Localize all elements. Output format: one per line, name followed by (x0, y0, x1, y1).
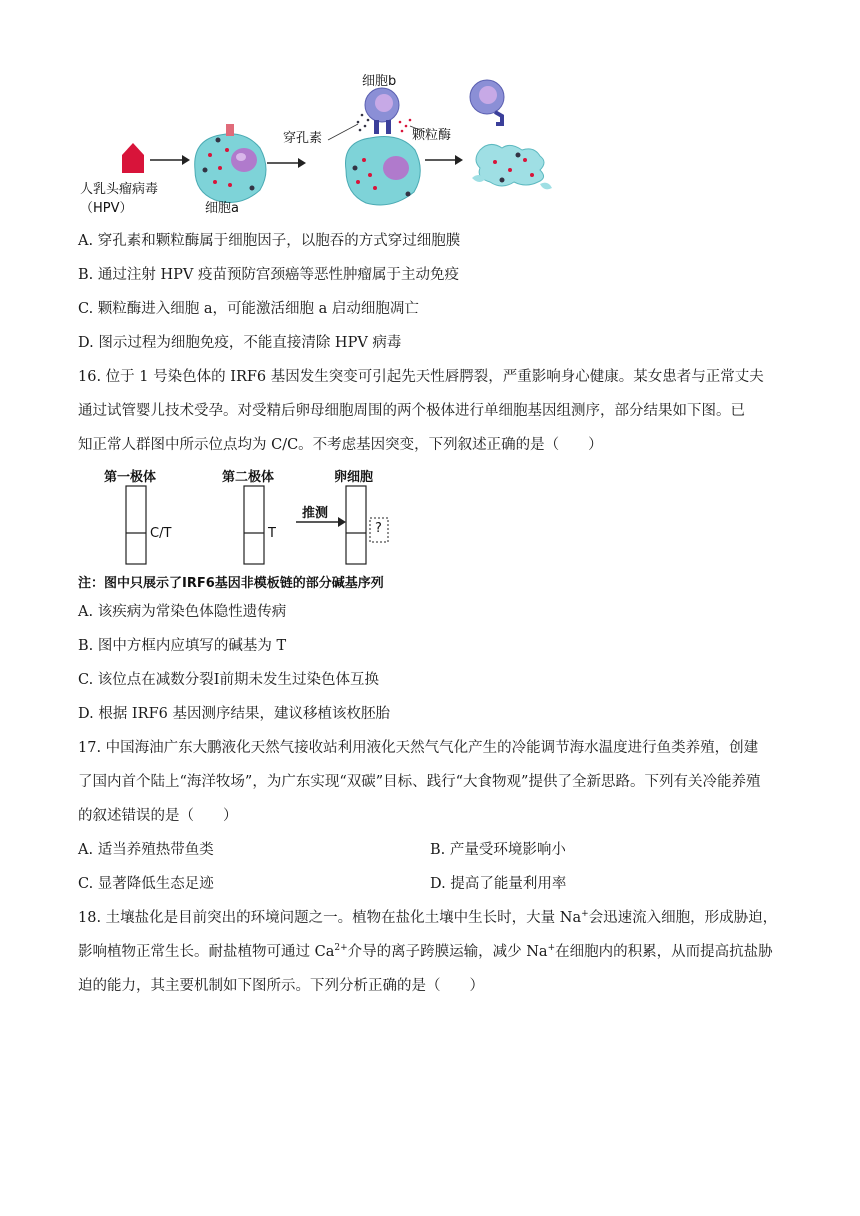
q17-stem-line-1: 17. 中国海油广东大鹏液化天然气接收站利用液化天然气气化产生的冷能调节海水温度进行鱼类养殖，创建 (78, 740, 759, 756)
q16-option-b: B. 图中方框内应填写的碱基为 T (78, 638, 287, 654)
q17-option-b: B. 产量受环境影响小 (430, 842, 566, 858)
first-polar-value: C/T (150, 526, 172, 541)
q15-option-c: C. 颗粒酶进入细胞 a，可能激活细胞 a 启动细胞凋亡 (78, 301, 419, 317)
q16-option-d: D. 根据 IRF6 基因测序结果，建议移植该枚胚胎 (78, 706, 390, 722)
q16-option-a: A. 该疾病为常染色体隐性遗传病 (78, 604, 287, 620)
na-charge-2: + (547, 943, 556, 954)
q15-option-b: B. 通过注射 HPV 疫苗预防宫颈癌等恶性肿瘤属于主动免疫 (78, 267, 459, 283)
na-charge-1: + (581, 909, 589, 920)
first-polar-body-label: 第一极体 (104, 470, 157, 485)
q18-stem-line-1 (78, 908, 777, 928)
cell-b-label: 细胞b (362, 74, 397, 89)
q15-option-a: A. 穿孔素和颗粒酶属于细胞因子，以胞吞的方式穿过细胞膜 (78, 233, 461, 249)
hpv-abbrev-label: （HPV） (80, 201, 133, 216)
q15-option-d: D. 图示过程为细胞免疫，不能直接清除 HPV 病毒 (78, 335, 402, 351)
target-cell-shape (346, 137, 421, 205)
q17-option-c: C. 显著降低生态足迹 (78, 876, 214, 892)
infer-label: 推测 (302, 506, 329, 521)
hpv-virus-shape (122, 143, 144, 173)
q18-stem-2a: 影响植物正常生长。耐盐植物可通过 Ca (78, 944, 335, 960)
cell-a-label: 细胞a (205, 201, 239, 216)
q17-option-d: D. 提高了能量利用率 (430, 876, 567, 892)
q16-stem-line-1: 16. 位于 1 号染色体的 IRF6 基因发生突变可引起先天性唇腭裂，严重影响身心健康。某女患者与正常丈夫 (78, 369, 764, 385)
q18-stem-line-2 (78, 942, 773, 962)
cell-b-after-shape (470, 80, 504, 124)
granzyme-label: 颗粒酶 (412, 128, 452, 143)
q18-stem-1b: 会迅速流入细胞，形成胁迫， (588, 910, 778, 926)
q17-stem-line-3: 的叙述错误的是（ ） (78, 808, 238, 824)
apoptotic-fragments-shape (472, 144, 552, 189)
q18-stem-line-3: 迫的能力，其主要机制如下图所示。下列分析正确的是（ ） (78, 978, 484, 994)
q16-stem-line-3: 知正常人群图中所示位点均为 C/C。不考虑基因突变，下列叙述正确的是（ ） (78, 437, 603, 453)
egg-cell-label: 卵细胞 (334, 470, 374, 485)
cell-b-shape (357, 88, 412, 134)
perforin-label: 穿孔素 (283, 131, 323, 146)
q18-stem-1a: 18. 土壤盐化是目前突出的环境问题之一。植物在盐化土壤中生长时，大量 Na (78, 910, 582, 926)
hpv-label: 人乳头瘤病毒 (80, 182, 159, 197)
q17-option-a: A. 适当养殖热带鱼类 (78, 842, 214, 858)
q16-stem-line-2: 通过试管婴儿技术受孕。对受精后卵母细胞周围的两个极体进行单细胞基因组测序，部分结果如下图。已 (78, 403, 745, 419)
q16-option-c: C. 该位点在减数分裂Ⅰ前期未发生过染色体互换 (78, 672, 380, 688)
q18-stem-2c: 在细胞内的积累，从而提高抗盐胁 (555, 944, 773, 960)
second-polar-value: T (268, 526, 276, 541)
figure-note: 注：图中只展示了IRF6基因非模板链的部分碱基序列 (78, 576, 384, 591)
unknown-base: ? (375, 521, 382, 536)
q17-stem-line-2: 了国内首个陆上“海洋牧场”，为广东实现“双碳”目标、践行“大食物观”提供了全新思路。下列有关冷能养殖 (78, 774, 761, 790)
q18-stem-2b: 介导的离子跨膜运输，减少 Na (347, 944, 548, 960)
second-polar-body-label: 第二极体 (222, 470, 275, 485)
ca-charge: 2+ (334, 943, 348, 954)
cell-a-shape (195, 124, 266, 202)
